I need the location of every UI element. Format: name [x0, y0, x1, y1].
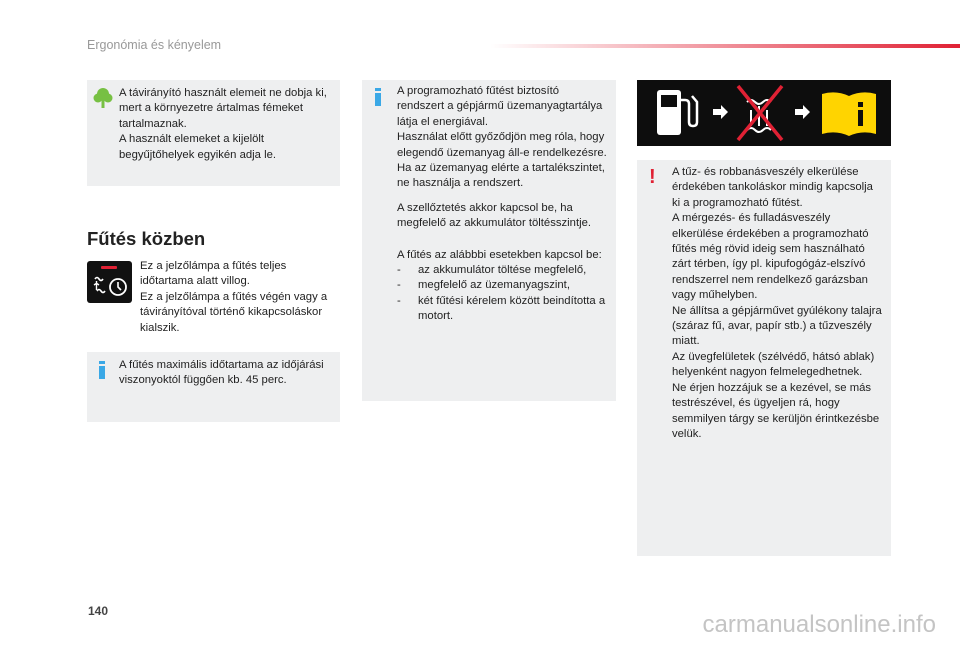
eco-note-text: A távirányító használt elemeit ne dobja ki, mert a környezetre ártalmas fémeket tartalmaznak. A használt elemeket a kijelölt begyűjtőhelyek egyikén adja le.	[119, 87, 327, 161]
warning-note-text: A tűz- és robbanásveszély elkerülése érdekében tankoláskor mindig kapcsolja ki a programozható fűtést. A mérgezés- és fulladásveszély elkerülése érdekében a programozható fűtés még rövid ideig sem használható zárt térben, így pl. kipufogógáz-elszívó rendszerrel nem rendelkező garázsban vagy műhelyben. Ne állítsa a gépjárművet gyúlékony talajra (száraz fű, avar, papír stb.) a tűzveszély miatt. Az üvegfelületek (szélvédő, hátsó ablak) helyenként nagyon felmelegedhetnek. Ne érjen hozzájuk se a kezével, se más testrészével, és ügyeljen rá, hogy semmilyen tárgy se kerüljön érintkezésbe velük.	[672, 166, 882, 440]
info-icon	[98, 361, 106, 379]
page-number: 140	[88, 604, 109, 618]
manual-book-icon	[822, 92, 876, 136]
list-item: - az akkumulátor töltése megfelelő,	[397, 263, 608, 278]
warning-note	[637, 160, 891, 556]
activation-conditions-list	[397, 263, 608, 325]
eco-note	[87, 80, 340, 186]
duration-note-text: A fűtés maximális időtartama az időjárási viszonyoktól függően kb. 45 perc.	[119, 359, 324, 387]
list-item: - megfelelő az üzemanyagszint,	[397, 278, 608, 293]
fuel-pump-icon	[657, 90, 697, 135]
info-icon	[374, 88, 382, 106]
list-item: - két fűtési kérelem között beindította a motort.	[397, 294, 608, 325]
programmable-note-p2: A szellőztetés akkor kapcsol be, ha megfelelő az akkumulátor töltésszintje.	[397, 201, 592, 230]
programmable-note-p1: A programozható fűtést biztosító rendszert a gépjármű üzemanyagtartálya látja el energiával. Használat előtt győződjön meg róla, hogy elegendő üzemanyag áll-e rendelkezésre. Ha az üzemanyag elérte a tartalékszintet, ne használja a rendszert.	[397, 85, 607, 190]
refuel-warning-pictograms	[637, 80, 891, 146]
no-heating-icon	[738, 86, 782, 140]
duration-note	[87, 352, 340, 422]
header-rule	[490, 44, 960, 48]
exclamation-icon: !	[649, 166, 656, 188]
tree-icon	[93, 87, 113, 109]
arrow-right-icon	[795, 105, 810, 119]
heater-timer-icon	[87, 261, 132, 303]
section-title: Fűtés közben	[87, 228, 206, 249]
lamp-description: Ez a jelzőlámpa a fűtés teljes időtartama alatt villog. Ez a jelzőlámpa a fűtés végén vagy a távirányítóval történő kikapcsoláskor kialszik.	[140, 260, 328, 334]
programmable-heating-note	[362, 80, 616, 401]
programmable-note-p3: A fűtés az alábbbi esetekben kapcsol be:	[397, 248, 602, 261]
arrow-right-icon	[713, 105, 728, 119]
watermark: carmanualsonline.info	[702, 611, 936, 638]
section-header: Ergonómia és kényelem	[87, 38, 222, 52]
